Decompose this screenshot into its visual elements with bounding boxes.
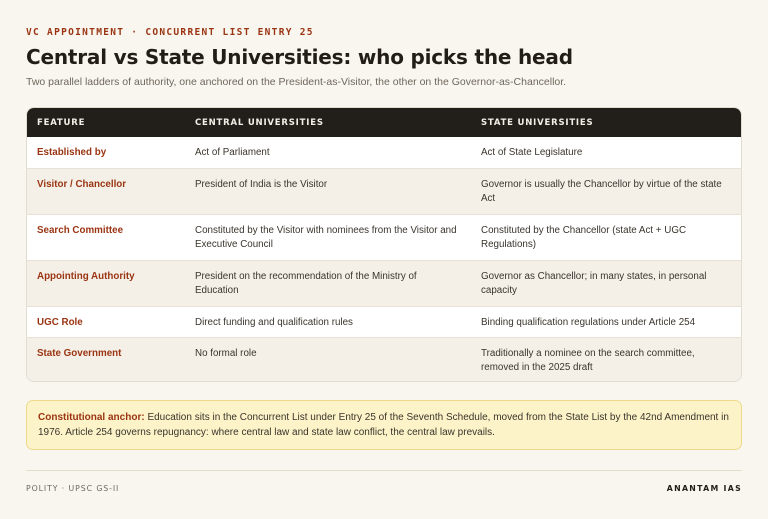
central-cell: No formal role bbox=[195, 348, 257, 359]
feature-cell: State Government bbox=[37, 348, 122, 359]
footer-divider bbox=[26, 470, 742, 471]
table-row bbox=[27, 168, 741, 214]
comparison-table bbox=[26, 107, 742, 382]
state-cell: Governor is usually the Chancellor by virtue of the state Act bbox=[481, 179, 722, 205]
callout-text: Education sits in the Concurrent List under Entry 25 of the Seventh Schedule, moved from the State List by the 42nd Amendment in 1976. Article 254 governs repugnancy: where central law and state law conflict, the central law prevails. bbox=[38, 412, 729, 438]
central-cell: President on the recommendation of the Ministry of Education bbox=[195, 271, 417, 297]
state-cell: Binding qualification regulations under Article 254 bbox=[481, 317, 696, 328]
central-cell: Direct funding and qualification rules bbox=[195, 317, 353, 328]
state-cell: Traditionally a nominee on the search committee, removed in the 2025 draft bbox=[481, 348, 695, 374]
eyebrow-label: VC APPOINTMENT · CONCURRENT LIST ENTRY 25 bbox=[26, 27, 314, 38]
feature-cell: Visitor / Chancellor bbox=[37, 179, 127, 190]
feature-cell: UGC Role bbox=[37, 317, 83, 328]
callout-lead: Constitutional anchor: bbox=[38, 412, 145, 423]
table-header bbox=[27, 108, 741, 137]
column-header-central: CENTRAL UNIVERSITIES bbox=[195, 117, 324, 128]
constitutional-anchor-callout bbox=[26, 400, 742, 450]
table-row bbox=[27, 337, 741, 382]
table-row bbox=[27, 306, 741, 337]
state-cell: Constituted by the Chancellor (state Act + UGC Regulations) bbox=[481, 225, 687, 251]
infographic-page bbox=[26, 0, 742, 519]
feature-cell: Appointing Authority bbox=[37, 271, 135, 282]
footer-brand: ANANTAM IAS bbox=[666, 484, 742, 493]
table-row bbox=[27, 137, 741, 168]
feature-cell: Search Committee bbox=[37, 225, 124, 236]
table-row bbox=[27, 260, 741, 306]
central-cell: President of India is the Visitor bbox=[195, 179, 328, 190]
page-subtitle: Two parallel ladders of authority, one anchored on the President-as-Visitor, the other on the Governor-as-Chancellor. bbox=[26, 76, 567, 88]
state-cell: Act of State Legislature bbox=[481, 147, 583, 158]
column-header-state: STATE UNIVERSITIES bbox=[481, 117, 594, 128]
page-title: Central vs State Universities: who picks the head bbox=[26, 45, 573, 69]
feature-cell: Established by bbox=[37, 147, 107, 158]
state-cell: Governor as Chancellor; in many states, in personal capacity bbox=[481, 271, 707, 297]
central-cell: Act of Parliament bbox=[195, 147, 270, 158]
central-cell: Constituted by the Visitor with nominees from the Visitor and Executive Council bbox=[195, 225, 457, 251]
footer-category: POLITY · UPSC GS-II bbox=[26, 484, 120, 493]
table-row bbox=[27, 214, 741, 260]
column-header-feature: FEATURE bbox=[37, 117, 86, 128]
